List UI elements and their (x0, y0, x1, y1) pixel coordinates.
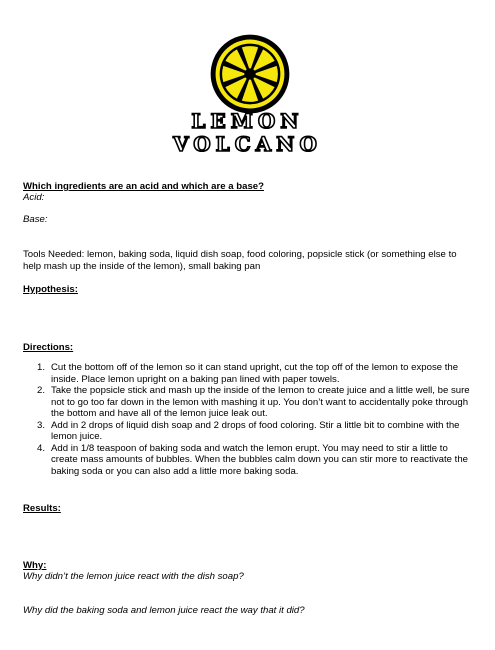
directions-list (23, 362, 471, 477)
why-question-1: Why didn’t the lemon juice react with the dish soap? (23, 571, 244, 582)
acid-base-heading: Which ingredients are an acid and which are a base? (23, 181, 264, 192)
why-question-2: Why did the baking soda and lemon juice react the way that it did? (23, 605, 305, 616)
step-number: 2. (37, 385, 46, 396)
direction-step (23, 385, 471, 420)
hypothesis-heading: Hypothesis: (23, 284, 78, 295)
direction-step (23, 362, 471, 385)
step-text: Add in 2 drops of liquid dish soap and 2 drops of food coloring. Stir a little bit to combine with the lemon juice. (51, 419, 460, 442)
title-line-1: LEMON (191, 109, 304, 133)
directions-heading: Directions: (23, 342, 74, 353)
step-number: 1. (37, 362, 46, 373)
why-heading: Why: (23, 560, 47, 571)
acid-label: Acid: (23, 192, 45, 203)
step-text: Take the popsicle stick and mash up the inside of the lemon to create juice and a little well, be sure not to go too far down in the lemon with mashing it up. You don’t want to accidentally poke through the bottom and have all of the lemon juice leak out. (51, 385, 470, 419)
step-number: 3. (37, 419, 46, 431)
results-heading: Results: (23, 503, 61, 514)
lemon-slice-icon (209, 33, 291, 115)
tools-needed-text: Tools Needed: lemon, baking soda, liquid dish soap, food coloring, popsicle stick (or something else to help mash up the inside of the lemon), small baking pan (23, 249, 457, 272)
step-text: Cut the bottom off of the lemon so it can stand upright, cut the top off of the lemon to expose the inside. Place lemon upright on a baking pan lined with paper towels. (51, 362, 459, 385)
base-label: Base: (23, 214, 48, 225)
step-number: 4. (37, 442, 46, 454)
step-text: Add in 1/8 teaspoon of baking soda and watch the lemon erupt. You may need to stir a little to create mass amounts of bubbles. When the bubbles calm down you can stir more to reactivate the baking soda or you can also add a little more baking soda. (51, 442, 469, 477)
direction-step (23, 443, 471, 478)
title-line-2: VOLCANO (173, 132, 322, 156)
direction-step (23, 420, 471, 443)
